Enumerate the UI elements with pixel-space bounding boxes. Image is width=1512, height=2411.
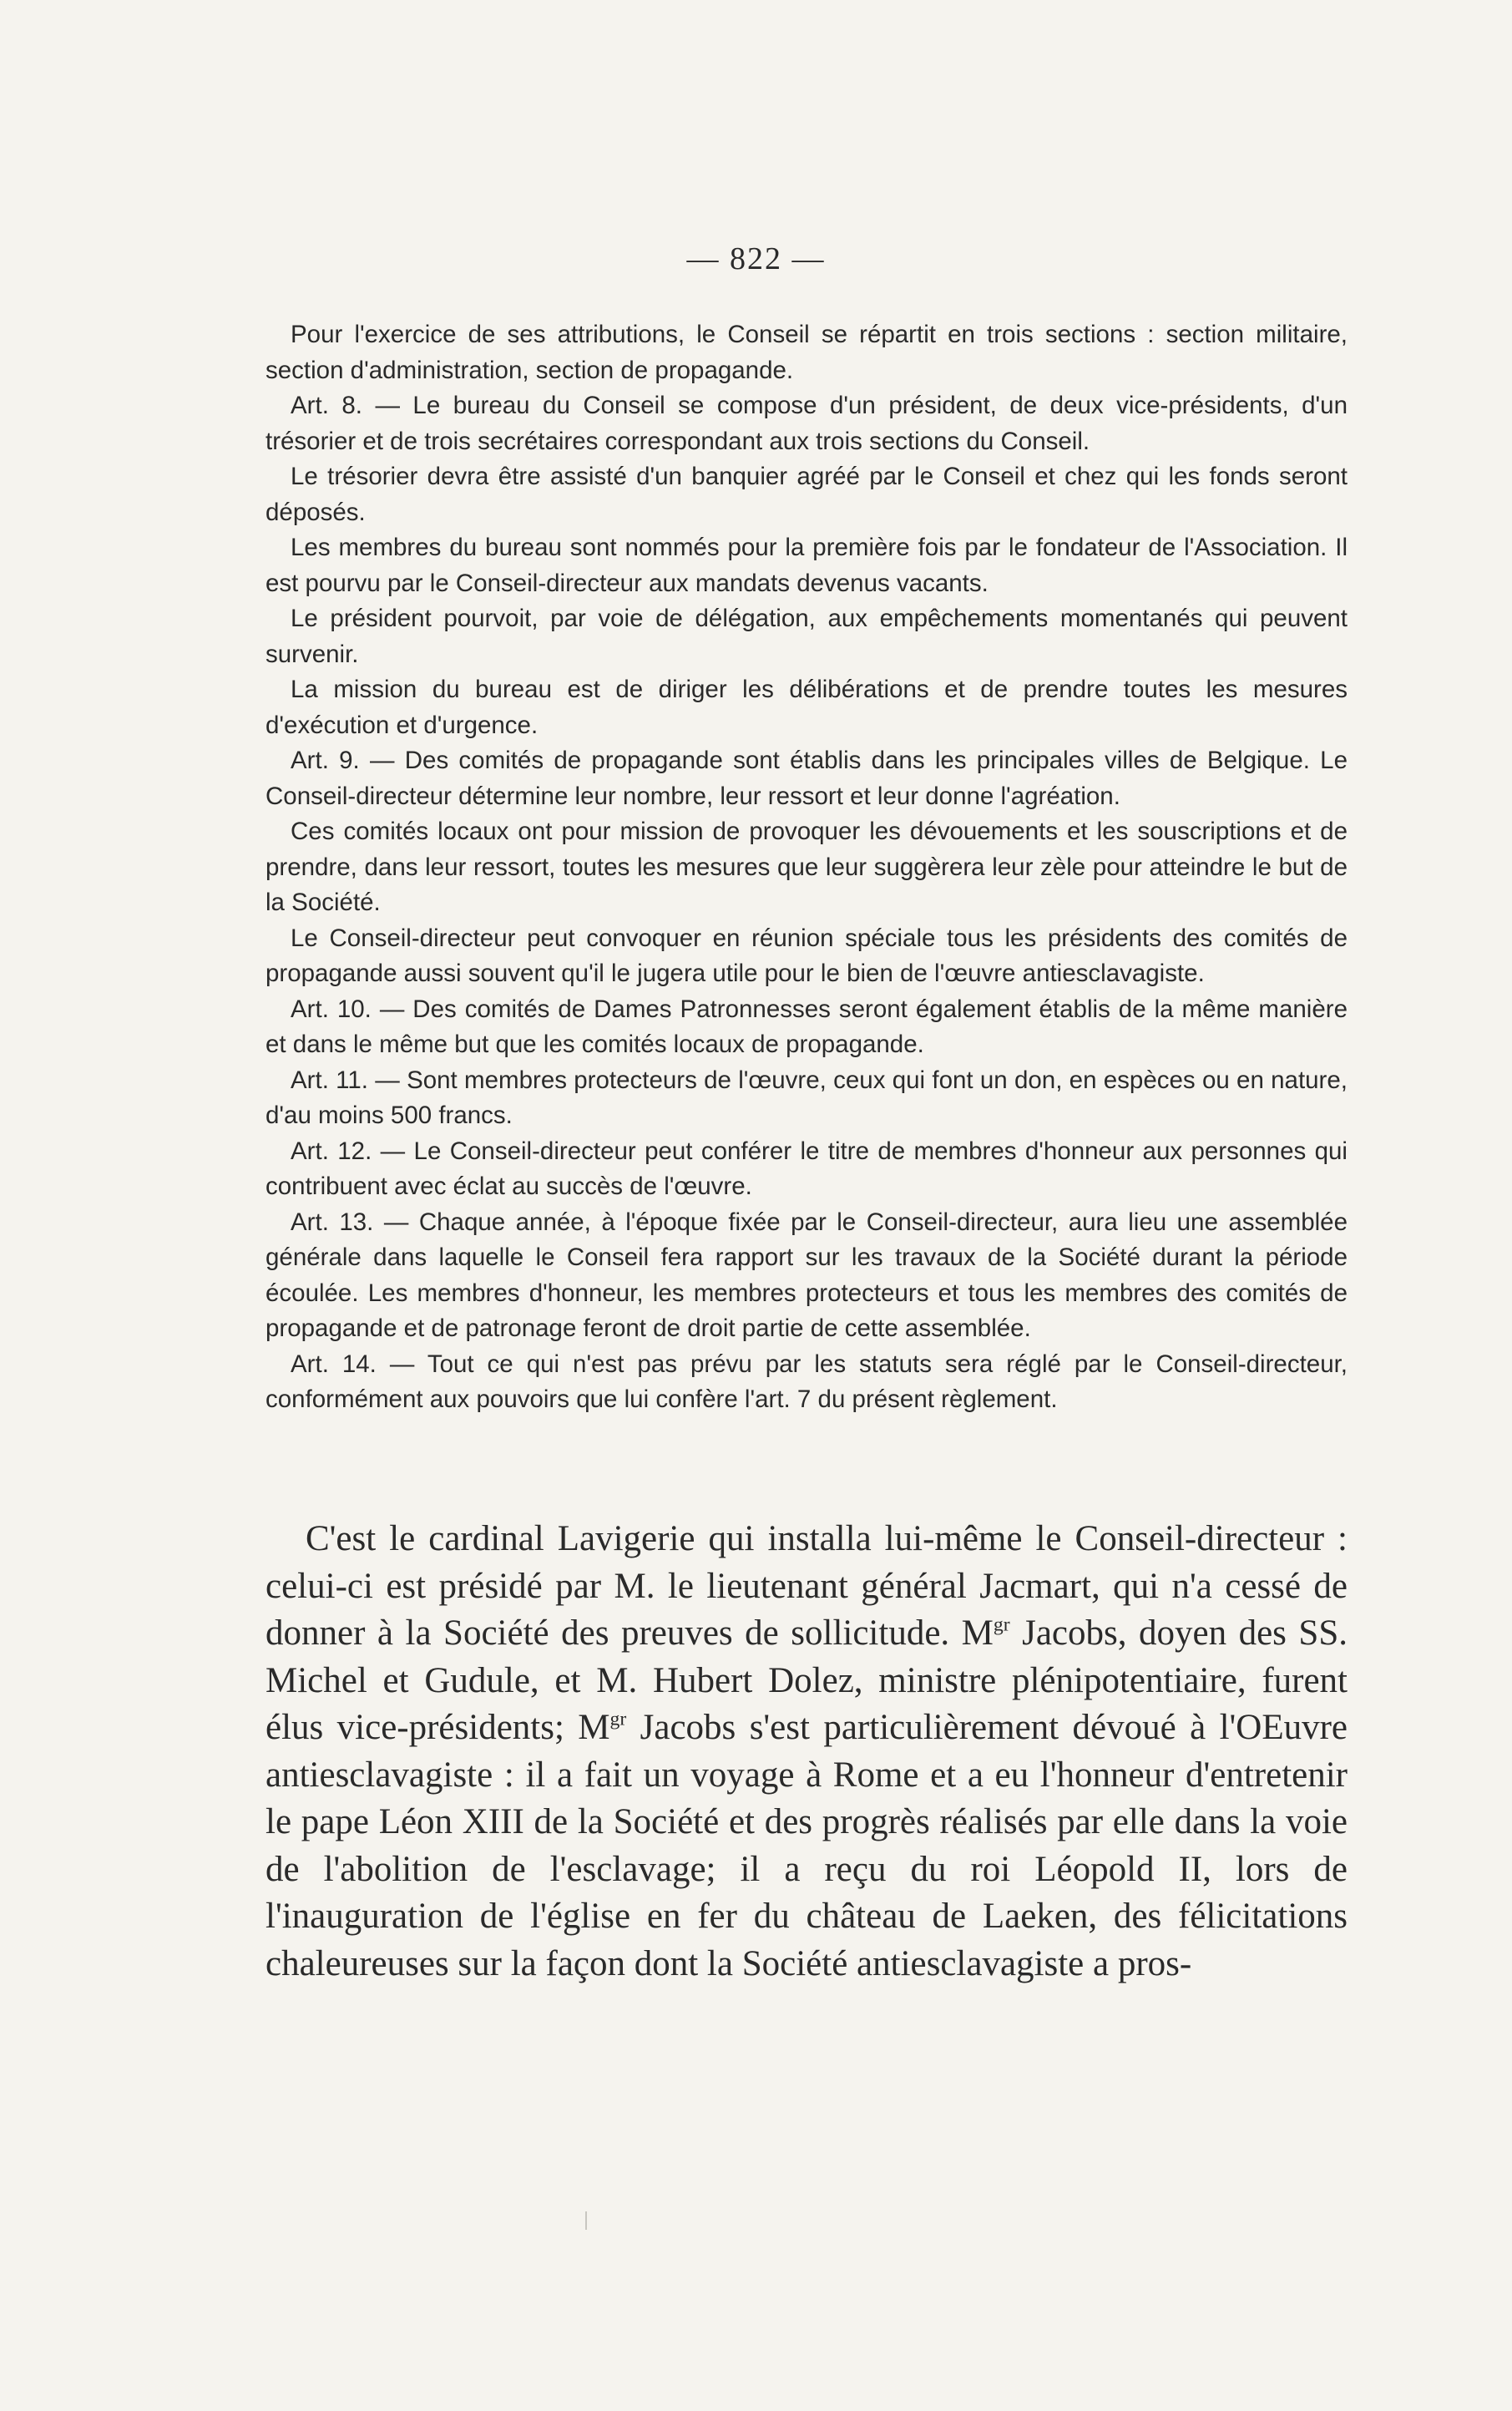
statute-paragraph: La mission du bureau est de diriger les délibérations et de prendre toutes les mesures d'exécution et d'urgence. [265, 676, 1348, 739]
narrative-paragraph [265, 1516, 1348, 1988]
page-number: — 822 — [686, 241, 826, 276]
narrative-text: Jacobs, doyen des SS. Michel et Gudule, et M. Hubert Dolez, ministre plénipotentiaire, furent élus vice-présidents; M [265, 1613, 1348, 1747]
statute-paragraph: Art. 12. — Le Conseil-directeur peut conférer le titre de membres d'honneur aux personnes qui contribuent avec éclat au succès de l'œuvre. [265, 1137, 1348, 1200]
statute-paragraph: Le Conseil-directeur peut convoquer en réunion spéciale tous les présidents des comités de propagande aussi souvent qu'il le jugera utile pour le bien de l'œuvre antiesclavagiste. [265, 924, 1348, 987]
monseigneur-superscript: gr [609, 1708, 627, 1730]
statute-paragraph: Art. 11. — Sont membres protecteurs de l'œuvre, ceux qui font un don, en espèces ou en nature, d'au moins 500 francs. [265, 1066, 1348, 1129]
statute-paragraph: Art. 8. — Le bureau du Conseil se compose d'un président, de deux vice-présidents, d'un trésorier et de trois secrétaires correspondant aux trois sections du Conseil. [265, 392, 1348, 455]
paper-speck [585, 2211, 587, 2230]
statute-paragraph: Le trésorier devra être assisté d'un banquier agréé par le Conseil et chez qui les fonds seront déposés. [265, 463, 1348, 526]
narrative-text: C'est le cardinal Lavigerie qui installa lui-même le Conseil-directeur : celui-ci est présidé par M. le lieutenant général Jacmart, qui n'a cessé de donner à la Société des preuves de sollicitude. M [265, 1519, 1348, 1653]
statute-paragraph: Art. 10. — Des comités de Dames Patronnesses seront également établis de la même manière et dans le même but que les comités locaux de propagande. [265, 995, 1348, 1058]
statutes-block [265, 317, 1348, 1418]
statute-paragraph: Ces comités locaux ont pour mission de provoquer les dévouements et les souscriptions et de prendre, dans leur ressort, toutes les mesures que leur suggèrera leur zèle pour atteindre le but de la Société. [265, 818, 1348, 916]
statute-paragraph: Les membres du bureau sont nommés pour la première fois par le fondateur de l'Association. Il est pourvu par le Conseil-directeur aux mandats devenus vacants. [265, 534, 1348, 597]
statute-paragraph: Art. 14. — Tout ce qui n'est pas prévu par les statuts sera réglé par le Conseil-directeur, conformément aux pouvoirs que lui confère l'art. 7 du présent règlement. [265, 1350, 1348, 1413]
monseigneur-superscript: gr [993, 1613, 1010, 1636]
statute-paragraph: Art. 9. — Des comités de propagande sont établis dans les principales villes de Belgique. Le Conseil-directeur détermine leur nombre, leur ressort et leur donne l'agréation. [265, 747, 1348, 810]
narrative-block [265, 1516, 1348, 1988]
narrative-text: Jacobs s'est particulièrement dévoué à l'OEuvre antiesclavagiste : il a fait un voyage à Rome et a eu l'honneur d'entretenir le pape Léon XIII de la Société et des progrès réalisés par elle dans la voie de l'abolition de l'esclavage; il a reçu du roi Léopold II, lors de l'inauguration de l'église en fer du château de Laeken, des félicitations chaleureuses sur la façon dont la Société antiesclavagiste a pros- [265, 1708, 1348, 1983]
statute-paragraph: Le président pourvoit, par voie de délégation, aux empêchements momentanés qui peuvent survenir. [265, 605, 1348, 668]
statute-paragraph: Pour l'exercice de ses attributions, le Conseil se répartit en trois sections : section militaire, section d'administration, section de propagande. [265, 321, 1348, 384]
statute-paragraph: Art. 13. — Chaque année, à l'époque fixée par le Conseil-directeur, aura lieu une assemblée générale dans laquelle le Conseil fera rapport sur les travaux de la Société durant la période écoulée. Les membres d'honneur, les membres protecteurs et tous les membres des comités de propagande et de patronage feront de droit partie de cette assemblée. [265, 1208, 1348, 1342]
